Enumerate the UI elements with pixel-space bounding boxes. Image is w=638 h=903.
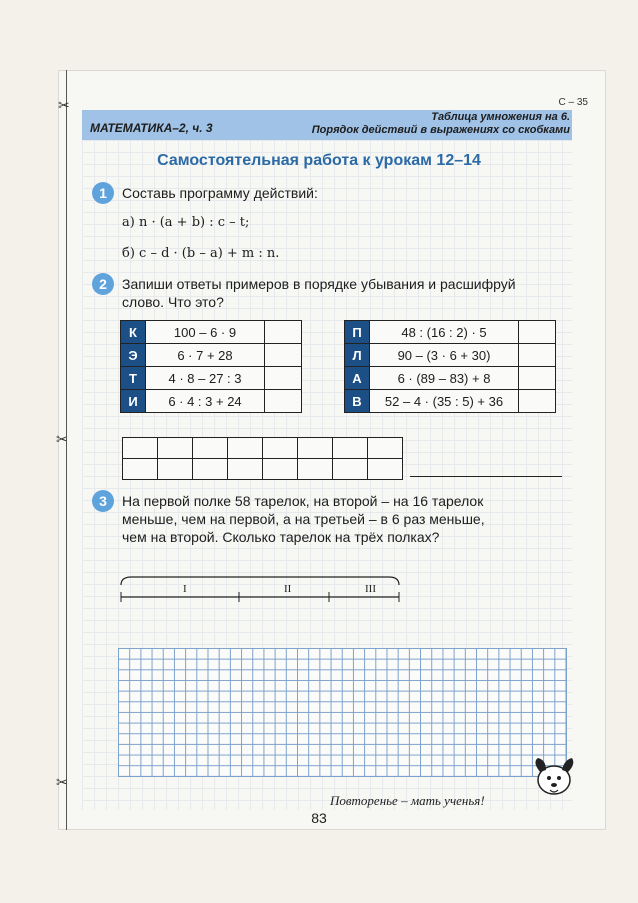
task-1b-formula: б) c – d · (b – a) + m : n. [122,246,280,261]
task-3-text-line-2: меньше, чем на первой, а на третьей – в 6 раз меньше, [122,511,485,527]
task-3-text-line-3: чем на второй. Сколько тарелок на трёх полках? [122,529,440,545]
table-row [345,321,556,344]
answer-cell[interactable] [193,438,228,459]
task-1-number: 1 [92,182,114,204]
task-1a-formula: а) n · (a + b) : c – t; [122,215,250,230]
topic-line-2: Порядок действий в выражениях со скобками [311,124,570,136]
task-2-text-line-2: слово. Что это? [122,294,224,310]
answer-cell[interactable] [123,438,158,459]
scissors-mark-bottom: ✂ [56,775,68,791]
page-number: 83 [311,810,327,826]
answer-box[interactable] [265,321,302,344]
answer-box[interactable] [519,321,556,344]
answer-cell[interactable] [193,459,228,480]
answer-cell[interactable] [158,459,193,480]
dog-mascot-icon [528,752,580,804]
series-title: МАТЕМАТИКА–2, ч. 3 [90,121,213,135]
table-row [121,344,302,367]
answer-row-letters [123,459,403,480]
examples-table-right [344,320,556,413]
table-row [345,390,556,413]
answer-cell[interactable] [298,459,333,480]
examples-table-left [120,320,302,413]
table-row [121,390,302,413]
answer-cell[interactable] [333,459,368,480]
page-edge-line [66,70,67,830]
table-row [345,344,556,367]
page-title: Самостоятельная работа к урокам 12–14 [157,152,481,169]
answer-cell[interactable] [368,459,403,480]
answer-cell[interactable] [263,459,298,480]
cipher-letter: К [121,321,146,344]
diagram-brace [121,577,399,585]
answer-cell[interactable] [123,459,158,480]
scissors-mark-top: ✂ [58,98,70,114]
answer-grid [122,437,403,480]
task-2-number: 2 [92,273,114,295]
answer-box[interactable] [519,344,556,367]
table-row [121,321,302,344]
segment-label-1: I [183,583,187,595]
example-expression: 4 · 8 – 27 : 3 [146,367,265,390]
task-1-text: Составь программу действий: [122,185,318,201]
answer-box[interactable] [265,390,302,413]
writing-line [410,476,562,477]
answer-cell[interactable] [333,438,368,459]
answer-row-numbers [123,438,403,459]
answer-cell[interactable] [228,459,263,480]
task-3-number: 3 [92,490,114,512]
answer-box[interactable] [265,367,302,390]
answer-cell[interactable] [158,438,193,459]
work-code: С – 35 [558,97,588,108]
solution-grid[interactable] [118,648,567,777]
cipher-letter: П [345,321,370,344]
answer-cell[interactable] [228,438,263,459]
answer-box[interactable] [265,344,302,367]
segment-label-3: III [365,583,376,595]
segment-label-2: II [284,583,292,595]
example-expression: 6 · 4 : 3 + 24 [146,390,265,413]
task-2-text-line-1: Запиши ответы примеров в порядке убывания и расшифруй [122,276,516,292]
answer-cell[interactable] [263,438,298,459]
task-3-text-line-1: На первой полке 58 тарелок, на второй – на 16 тарелок [122,493,484,509]
answer-box[interactable] [519,390,556,413]
cipher-letter: В [345,390,370,413]
topic-line-1: Таблица умножения на 6. [431,111,570,123]
scissors-mark-middle: ✂ [56,432,68,448]
example-expression: 90 – (3 · 6 + 30) [370,344,519,367]
example-expression: 52 – 4 · (35 : 5) + 36 [370,390,519,413]
example-expression: 100 – 6 · 9 [146,321,265,344]
table-row [345,367,556,390]
answer-cell[interactable] [368,438,403,459]
example-expression: 6 · (89 – 83) + 8 [370,367,519,390]
cipher-letter: А [345,367,370,390]
cipher-letter: Э [121,344,146,367]
shelves-diagram [115,575,405,615]
example-expression: 6 · 7 + 28 [146,344,265,367]
cipher-letter: И [121,390,146,413]
answer-box[interactable] [519,367,556,390]
cipher-letter: Л [345,344,370,367]
proverb: Повторенье – мать ученья! [330,793,485,808]
cipher-letter: Т [121,367,146,390]
example-expression: 48 : (16 : 2) · 5 [370,321,519,344]
table-row [121,367,302,390]
answer-cell[interactable] [298,438,333,459]
